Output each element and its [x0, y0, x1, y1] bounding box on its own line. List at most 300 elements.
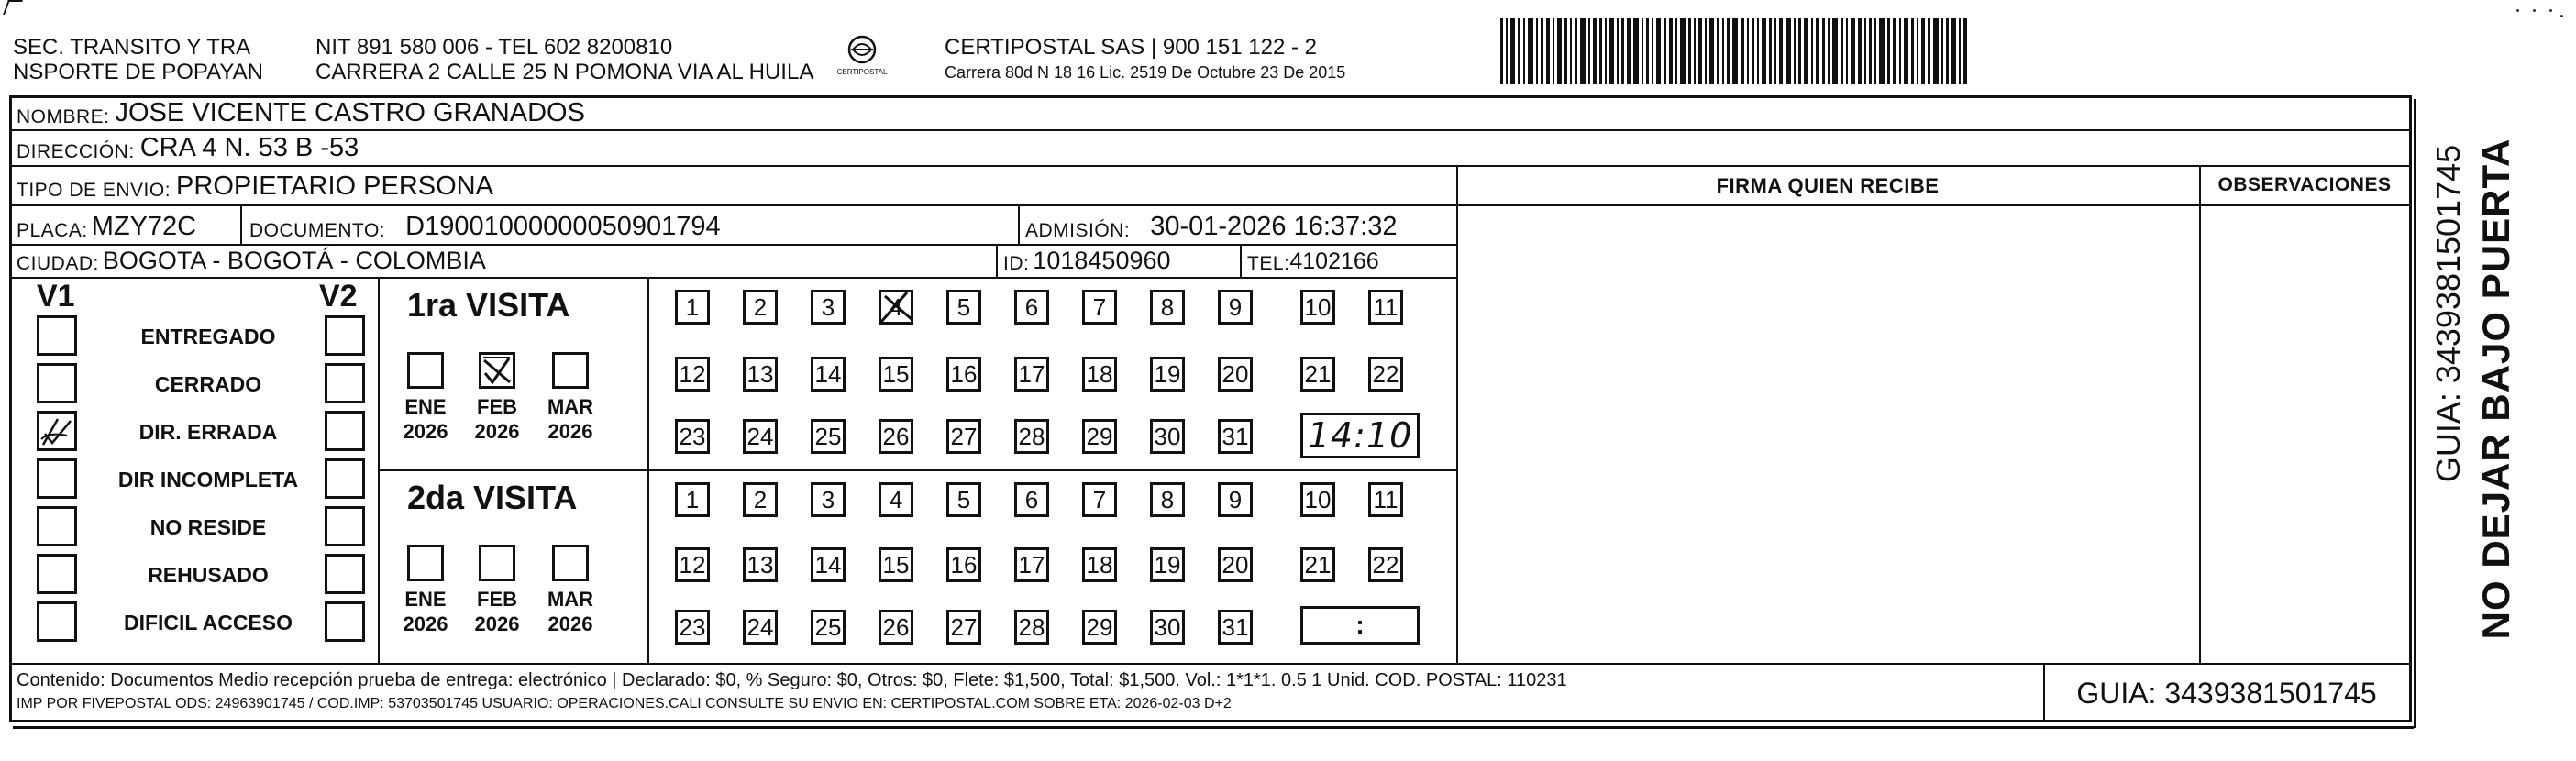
sender-line-2: NSPORTE DE POPAYAN [13, 60, 263, 84]
day-number: 29 [1086, 612, 1113, 641]
barcode-bar [1941, 18, 1943, 84]
day-box[interactable] [675, 547, 710, 582]
day-number: 10 [1304, 292, 1332, 321]
status-label: ENTREGADO [140, 325, 276, 348]
day-box[interactable] [675, 357, 710, 392]
day-box[interactable] [946, 482, 981, 517]
id-value: 1018450960 [1033, 247, 1171, 274]
side-warning: NO DEJAR BAJO PUERTA [2474, 138, 2517, 640]
day-box[interactable] [1368, 482, 1403, 517]
day-box[interactable] [1014, 357, 1049, 392]
day-box[interactable] [1218, 610, 1253, 645]
nit-line: NIT 891 580 006 - TEL 602 8200810 [315, 35, 673, 60]
day-number: 2 [753, 485, 768, 513]
day-box[interactable] [879, 290, 913, 325]
day-number: 1 [685, 485, 700, 513]
company-info [945, 35, 1345, 84]
day-box[interactable] [1218, 482, 1253, 517]
day-box[interactable] [1014, 547, 1049, 582]
month-label [468, 394, 526, 444]
day-box[interactable] [1082, 482, 1117, 517]
day-number: 14 [814, 550, 842, 579]
day-number: 30 [1154, 612, 1181, 641]
v2-checkbox[interactable] [325, 554, 365, 594]
month-checkbox[interactable] [407, 545, 444, 581]
barcode-bar [1917, 18, 1918, 84]
barcode-bar [1904, 18, 1908, 84]
month-label [541, 587, 600, 636]
barcode-bar [1617, 18, 1619, 84]
day-box[interactable] [811, 290, 846, 325]
barcode-bar [1669, 18, 1673, 84]
barcode-bar [1675, 18, 1677, 84]
barcode-bar [1752, 18, 1754, 84]
barcode-bar [1963, 18, 1967, 84]
day-number: 2 [753, 292, 768, 321]
day-number: 24 [746, 422, 774, 450]
day-number: 19 [1154, 359, 1181, 388]
v1-checkbox[interactable] [37, 315, 77, 356]
day-number: 4 [889, 485, 903, 513]
barcode-bar [1846, 18, 1848, 84]
month-name: FEB [477, 395, 517, 418]
document-label: DOCUMENTO: [249, 220, 386, 241]
document-value: D19001000000050901794 [405, 212, 721, 241]
id-label: ID: [1003, 253, 1030, 274]
day-box[interactable] [946, 547, 981, 582]
barcode-bar [1893, 18, 1896, 84]
day-box[interactable] [1014, 482, 1049, 517]
day-number: 15 [882, 550, 910, 579]
day-box[interactable] [1082, 419, 1117, 454]
barcode-bar [1621, 18, 1624, 84]
barcode-bar [1747, 18, 1749, 84]
month-label [468, 587, 526, 636]
row-divider [11, 129, 2410, 131]
barcode-bar [1794, 18, 1796, 84]
day-box[interactable] [743, 419, 778, 454]
day-number: 4 [889, 292, 903, 321]
barcode-bar [1642, 18, 1643, 84]
month-year: 2026 [474, 612, 520, 635]
visit2-title: 2da VISITA [407, 479, 578, 516]
barcode-bar [1921, 18, 1925, 84]
plate-label: PLACA: [17, 220, 88, 241]
v1-checkbox[interactable] [37, 506, 77, 546]
day-number: 22 [1372, 550, 1399, 579]
barcode-bar [1786, 18, 1791, 84]
barcode-bar [1933, 18, 1939, 84]
day-box[interactable] [1300, 547, 1335, 582]
day-number: 18 [1086, 359, 1113, 388]
day-number: 20 [1222, 359, 1249, 388]
visit2-time-box[interactable] [1300, 606, 1420, 645]
v1-checkbox[interactable] [37, 411, 77, 451]
barcode-bar [1946, 18, 1949, 84]
day-number: 21 [1304, 550, 1332, 579]
barcode-bar [1928, 18, 1930, 84]
barcode-bar [1811, 18, 1813, 84]
month-name: MAR [547, 395, 594, 418]
observations-header: OBSERVACIONES [2217, 174, 2392, 195]
status-label: NO RESIDE [149, 515, 267, 539]
day-box[interactable] [811, 357, 846, 392]
barcode-bar [1656, 18, 1661, 84]
barcode-bar [1609, 18, 1614, 84]
row-divider [1456, 204, 2410, 206]
barcode-bar [1709, 18, 1714, 84]
barcode-bar [1541, 18, 1543, 84]
barcode-bar [1804, 18, 1808, 84]
logo-text: CERTIPOSTAL [836, 68, 888, 76]
barcode-bar [1646, 18, 1649, 84]
day-number: 6 [1024, 485, 1039, 513]
day-box[interactable] [1014, 290, 1049, 325]
day-box[interactable] [1014, 610, 1049, 645]
day-number: 3 [821, 485, 835, 513]
scan-dots [2513, 6, 2568, 24]
day-number: 19 [1154, 550, 1181, 579]
certipostal-logo [831, 33, 893, 81]
v2-checkbox[interactable] [325, 601, 365, 642]
barcode-bar [1523, 18, 1525, 84]
day-box[interactable] [879, 419, 913, 454]
barcode-bar [1762, 18, 1766, 84]
day-box[interactable] [1082, 547, 1117, 582]
barcode-bar [1717, 18, 1719, 84]
day-box[interactable] [1150, 419, 1185, 454]
day-box[interactable] [1218, 547, 1253, 582]
day-box[interactable] [1082, 610, 1117, 645]
day-number: 3 [821, 292, 835, 321]
day-box[interactable] [879, 610, 913, 645]
row-divider [11, 663, 2410, 665]
barcode-bar [1822, 18, 1825, 84]
barcode-bar [1688, 18, 1691, 84]
day-number: 1 [685, 292, 700, 321]
day-number: 12 [679, 359, 706, 388]
month-checkbox[interactable] [479, 352, 515, 389]
status-label: DIFICIL ACCESO [123, 611, 293, 634]
barcode-bar [1588, 18, 1590, 84]
barcode-bar [1553, 18, 1554, 84]
bottom-edge [13, 726, 2414, 729]
barcode-bar [1858, 18, 1862, 84]
day-box[interactable] [811, 419, 846, 454]
day-number: 7 [1092, 292, 1107, 321]
day-number: 9 [1228, 485, 1243, 513]
month-year: 2026 [474, 420, 520, 443]
day-number: 29 [1086, 422, 1113, 450]
footer-content [17, 667, 2034, 715]
admission-row [1025, 207, 1397, 242]
recipient-name: JOSE VICENTE CASTRO GRANADOS [115, 98, 585, 127]
day-number: 31 [1222, 612, 1249, 641]
day-number: 5 [956, 292, 971, 321]
day-number: 24 [746, 612, 774, 641]
barcode-bar [1599, 18, 1602, 84]
day-number: 8 [1160, 292, 1175, 321]
status-label: REHUSADO [148, 563, 269, 587]
day-box[interactable] [1150, 610, 1185, 645]
check-mark-icon [39, 414, 74, 448]
plate-row [17, 207, 196, 242]
day-number: 22 [1372, 359, 1399, 388]
month-label [396, 394, 455, 444]
day-number: 23 [679, 422, 706, 450]
address-line: CARRERA 2 CALLE 25 N POMONA VIA AL HUILA [315, 60, 814, 84]
v1-checkbox[interactable] [37, 601, 77, 642]
city-row [17, 246, 486, 275]
day-number: 17 [1018, 550, 1045, 579]
barcode-bar [1705, 18, 1707, 84]
day-box[interactable] [879, 482, 913, 517]
day-number: 11 [1373, 292, 1399, 321]
send-type: PROPIETARIO PERSONA [176, 171, 493, 201]
barcode-bar [1816, 18, 1819, 84]
day-box[interactable] [1082, 357, 1117, 392]
col-divider [240, 204, 242, 244]
tel-row [1247, 246, 1379, 275]
day-box[interactable] [1150, 482, 1185, 517]
day-number: 26 [882, 612, 910, 641]
month-year: 2026 [547, 612, 593, 635]
v2-checkbox[interactable] [325, 363, 365, 403]
barcode-bar [1874, 18, 1876, 84]
barcode-bar [1722, 18, 1724, 84]
v2-checkbox[interactable] [325, 315, 365, 356]
month-name: ENE [404, 588, 447, 611]
v2-checkbox[interactable] [325, 458, 365, 499]
v2-checkbox[interactable] [325, 411, 365, 451]
barcode-bar [1864, 18, 1866, 84]
day-box[interactable] [1300, 290, 1335, 325]
day-box[interactable] [1014, 419, 1049, 454]
day-box[interactable] [1218, 419, 1253, 454]
day-number: 13 [746, 550, 774, 579]
barcode-bar [1528, 18, 1533, 84]
day-number: 23 [679, 612, 706, 641]
day-box[interactable] [811, 547, 846, 582]
barcode-bar [1832, 18, 1838, 84]
barcode-bar [1769, 18, 1772, 84]
barcode-bar [1536, 18, 1538, 84]
barcode-bar [1698, 18, 1702, 84]
visit2-time: : [1355, 611, 1365, 639]
v1-checkbox[interactable] [37, 554, 77, 594]
day-number: 31 [1222, 422, 1249, 450]
footer-line-2: IMP POR FIVEPOSTAL ODS: 24963901745 / COD.IMP: 53703501745 USUARIO: OPERACIONES.CALI CONSULTE SU ENVIO EN: CERTIPOSTAL.COM SOBRE ETA: 2026-02-03 D+2 [17, 696, 1232, 711]
day-box[interactable] [1150, 357, 1185, 392]
col-divider [1018, 204, 1020, 244]
month-year: 2026 [403, 612, 448, 635]
barcode-bar [1570, 18, 1572, 84]
recipient-address: CRA 4 N. 53 B -53 [139, 133, 359, 162]
barcode-bar [1899, 18, 1901, 84]
barcode-bar [1732, 18, 1738, 84]
day-number: 25 [814, 612, 842, 641]
day-box[interactable] [946, 290, 981, 325]
barcode-bar [1593, 18, 1597, 84]
check-mark-icon [481, 355, 513, 386]
v2-checkbox[interactable] [325, 506, 365, 546]
month-checkbox[interactable] [407, 352, 444, 389]
day-box[interactable] [1368, 290, 1403, 325]
tel-value: 4102166 [1289, 248, 1379, 274]
day-box[interactable] [743, 357, 778, 392]
barcode-bar [1741, 18, 1744, 84]
day-box[interactable] [946, 419, 981, 454]
admission-value: 30-01-2026 16:37:32 [1150, 212, 1398, 241]
visit1-title: 1ra VISITA [407, 286, 570, 324]
side-guia: GUIA: 3439381501745 [2429, 144, 2467, 483]
sender-line-1: SEC. TRANSITO Y TRA [13, 35, 251, 60]
day-number: 28 [1018, 612, 1045, 641]
day-box[interactable] [675, 610, 710, 645]
sender-name [13, 35, 263, 84]
barcode-bar [1664, 18, 1666, 84]
day-box[interactable] [675, 419, 710, 454]
day-number: 18 [1086, 550, 1113, 579]
footer-guia: GUIA: 3439381501745 [2076, 676, 2377, 710]
day-box[interactable] [1082, 290, 1117, 325]
day-box[interactable] [675, 290, 710, 325]
barcode-bar [1757, 18, 1759, 84]
month-checkbox[interactable] [552, 545, 589, 581]
barcode-bar [1506, 18, 1508, 84]
barcode-bar [1564, 18, 1567, 84]
col-divider [1456, 165, 1458, 663]
sender-contact [315, 35, 813, 84]
v2-label: V2 [319, 279, 358, 314]
v1-checkbox[interactable] [37, 458, 77, 499]
day-box[interactable] [1150, 547, 1185, 582]
day-box[interactable] [1300, 482, 1335, 517]
day-number: 9 [1228, 292, 1243, 321]
barcode-bar [1774, 18, 1776, 84]
month-name: ENE [404, 395, 447, 418]
barcode-bar [1510, 18, 1515, 84]
day-box[interactable] [675, 482, 710, 517]
admission-label: ADMISIÓN: [1025, 220, 1131, 241]
day-box[interactable] [743, 610, 778, 645]
tel-label: TEL: [1247, 253, 1290, 274]
visit1-time: 14:10 [1307, 415, 1413, 456]
barcode-bar [1633, 18, 1639, 84]
day-number: 11 [1373, 485, 1399, 513]
barcode-bar [1828, 18, 1830, 84]
day-box[interactable] [743, 290, 778, 325]
name-label: NOMBRE: [17, 106, 110, 127]
day-box[interactable] [1300, 357, 1335, 392]
day-number: 20 [1222, 550, 1249, 579]
barcode-bar [1652, 18, 1653, 84]
visit1-time-box[interactable] [1300, 413, 1420, 458]
col-divider [2199, 165, 2201, 663]
day-number: 28 [1018, 422, 1045, 450]
barcode-bar [1727, 18, 1730, 84]
barcode-bar [1546, 18, 1550, 84]
day-number: 30 [1154, 422, 1181, 450]
v1-label: V1 [37, 279, 75, 314]
day-box[interactable] [1218, 357, 1253, 392]
day-number: 10 [1304, 485, 1332, 513]
row-divider [378, 469, 1456, 471]
day-box[interactable] [811, 482, 846, 517]
month-label [396, 587, 455, 636]
status-label: DIR INCOMPLETA [117, 468, 299, 491]
v1-checkbox[interactable] [37, 363, 77, 403]
barcode-bar [1841, 18, 1843, 84]
month-checkbox[interactable] [552, 352, 589, 389]
day-box[interactable] [946, 357, 981, 392]
day-box[interactable] [743, 547, 778, 582]
barcode-bar [1557, 18, 1562, 84]
day-mark-icon [876, 289, 918, 325]
day-number: 27 [950, 612, 978, 641]
day-number: 26 [882, 422, 910, 450]
day-box[interactable] [946, 610, 981, 645]
plate-value: MZY72C [91, 212, 197, 241]
id-row [1003, 246, 1171, 275]
barcode-bar [1575, 18, 1577, 84]
day-box[interactable] [1368, 547, 1403, 582]
day-number: 13 [746, 359, 774, 388]
barcode-bar [1959, 18, 1961, 84]
day-box[interactable] [811, 610, 846, 645]
right-edge [2414, 99, 2416, 728]
barcode-bar [1518, 18, 1520, 84]
day-box[interactable] [879, 357, 913, 392]
barcode-bar [1694, 18, 1696, 84]
barcode-icon [1500, 18, 1970, 84]
barcode-bar [1911, 18, 1914, 84]
month-year: 2026 [547, 420, 593, 443]
day-box[interactable] [1150, 290, 1185, 325]
day-box[interactable] [1218, 290, 1253, 325]
day-number: 5 [956, 485, 971, 513]
page-corner-mark [3, 0, 23, 15]
month-year: 2026 [403, 420, 448, 443]
day-box[interactable] [1368, 357, 1403, 392]
barcode-bar [1869, 18, 1872, 84]
address-row [17, 132, 359, 163]
day-number: 21 [1304, 359, 1332, 388]
month-label [541, 394, 600, 444]
barcode-bar [1851, 18, 1855, 84]
day-number: 25 [814, 422, 842, 450]
day-number: 14 [814, 359, 842, 388]
send-type-row [17, 169, 493, 202]
barcode-bar [1605, 18, 1607, 84]
day-number: 15 [882, 359, 910, 388]
month-checkbox[interactable] [479, 545, 515, 581]
company-line: CERTIPOSTAL SAS | 900 151 122 - 2 [945, 35, 1317, 60]
city-label: CIUDAD: [17, 253, 99, 274]
send-type-label: TIPO DE ENVIO: [17, 180, 171, 201]
col-divider [1240, 244, 1242, 277]
license-line: Carrera 80d N 18 16 Lic. 2519 De Octubre 23 De 2015 [945, 63, 1346, 82]
day-box[interactable] [879, 547, 913, 582]
footer-line-1: Contenido: Documentos Medio recepción prueba de entrega: electrónico | Declarado: $0, % Seguro: $0, Otros: $0, Flete: $1,500, Total: $1,500. Vol.: 1*1*1. 0.5 1 Unid. COD. POSTAL: 110231 [17, 670, 1567, 690]
status-label: CERRADO [154, 372, 262, 396]
day-box[interactable] [743, 482, 778, 517]
signature-header: FIRMA QUIEN RECIBE [1716, 174, 1940, 197]
month-name: FEB [477, 588, 517, 611]
day-number: 16 [950, 550, 978, 579]
day-number: 12 [679, 550, 706, 579]
barcode-bar [1879, 18, 1885, 84]
